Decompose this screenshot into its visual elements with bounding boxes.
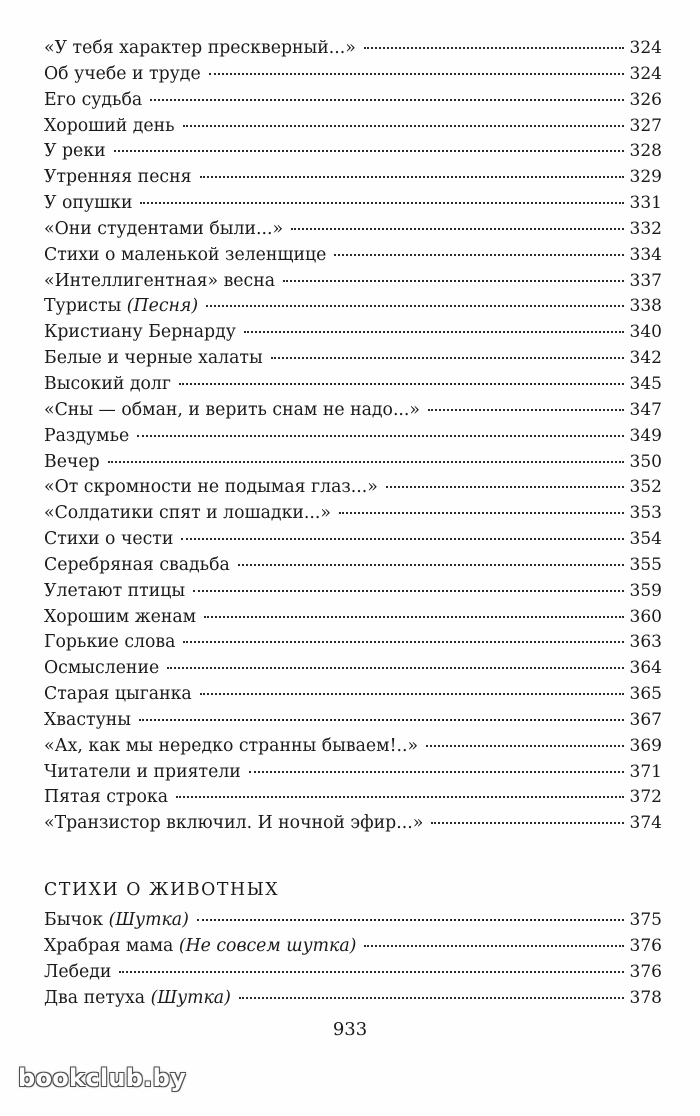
toc-entry-page: 350 [629, 451, 662, 472]
toc-entry-page: 331 [629, 193, 662, 214]
toc-entry [44, 527, 662, 553]
toc-entry-page: 359 [629, 580, 662, 601]
toc-entry-title [44, 62, 201, 88]
toc-entry-page: 376 [629, 961, 662, 982]
toc-entry-title [44, 372, 171, 398]
dot-leader [364, 945, 623, 947]
site-watermark: bookclub.by [18, 1064, 187, 1092]
toc-entry-title [44, 656, 159, 682]
toc-entry-title [44, 139, 106, 165]
toc-entry-title [44, 708, 131, 734]
dot-leader [386, 486, 624, 488]
toc-entry [44, 605, 662, 631]
dot-leader [249, 771, 624, 773]
toc-entry-title-text: Утренняя песня [44, 167, 192, 188]
toc-entry [44, 424, 662, 450]
table-of-contents [44, 36, 662, 837]
toc-entry-title [44, 501, 331, 527]
toc-entry-title [44, 960, 111, 986]
toc-entry-note: (Не совсем шутка) [178, 935, 357, 956]
dot-leader [431, 822, 623, 824]
toc-entry-title [44, 320, 236, 346]
toc-entry [44, 217, 662, 243]
toc-entry [44, 269, 662, 295]
toc-entry-title [44, 986, 231, 1012]
toc-entry-title-text: Читатели и приятели [44, 761, 241, 782]
section-table-of-contents [44, 908, 662, 1011]
toc-entry-title-text: «Транзистор включил. И ночной эфир...» [44, 813, 424, 834]
dot-leader [108, 461, 624, 463]
dot-leader [209, 73, 624, 75]
toc-entry [44, 346, 662, 372]
toc-entry-page: 367 [629, 709, 662, 730]
toc-entry-page: 360 [629, 606, 662, 627]
toc-entry-title-text: Хороший день [44, 115, 175, 136]
dot-leader [244, 331, 624, 333]
toc-entry [44, 734, 662, 760]
toc-entry-title [44, 294, 198, 320]
dot-leader [339, 512, 624, 514]
dot-leader [197, 919, 624, 921]
toc-entry-title [44, 811, 423, 837]
toc-entry-page: 340 [629, 322, 662, 343]
toc-entry-title [44, 346, 263, 372]
toc-entry-title-text: Улетают птицы [44, 580, 186, 601]
toc-entry [44, 934, 662, 960]
toc-entry [44, 630, 662, 656]
toc-entry [44, 501, 662, 527]
dot-leader [139, 719, 624, 721]
toc-entry-title [44, 88, 142, 114]
toc-entry-title [44, 450, 100, 476]
toc-entry-page: 364 [629, 658, 662, 679]
toc-entry-title-text: «Ах, как мы нередко странны бываем!..» [44, 735, 419, 756]
toc-entry [44, 475, 662, 501]
toc-entry-title-text: У опушки [44, 193, 133, 214]
toc-entry-title [44, 553, 230, 579]
toc-entry-title [44, 243, 326, 269]
dot-leader [200, 693, 624, 695]
toc-entry-page: 371 [629, 761, 662, 782]
page-number: 933 [332, 1019, 368, 1040]
toc-entry-page: 378 [629, 987, 662, 1008]
toc-entry-title [44, 934, 356, 960]
toc-entry-note: (Шутка) [150, 987, 231, 1008]
section-heading: СТИХИ О ЖИВОТНЫХ [44, 880, 280, 900]
dot-leader [200, 176, 624, 178]
toc-entry [44, 908, 662, 934]
dot-leader [283, 280, 624, 282]
toc-entry-page: 347 [629, 399, 662, 420]
toc-entry-title-text: «У тебя характер прескверный...» [44, 38, 356, 58]
toc-entry [44, 191, 662, 217]
toc-entry-title-text: Вечер [44, 451, 100, 472]
toc-entry-title [44, 36, 356, 62]
toc-entry-page: 342 [629, 348, 662, 369]
toc-entry-page: 327 [629, 115, 662, 136]
toc-entry-title [44, 114, 175, 140]
toc-entry [44, 450, 662, 476]
toc-entry [44, 656, 662, 682]
toc-entry-page: 365 [629, 684, 662, 705]
toc-entry-page: 332 [629, 218, 662, 239]
toc-entry-page: 376 [629, 935, 662, 956]
dot-leader [428, 409, 624, 411]
toc-entry-title [44, 398, 420, 424]
toc-entry-title [44, 424, 129, 450]
dot-leader [334, 254, 623, 256]
toc-entry-title [44, 785, 168, 811]
toc-entry-title-text: Осмысление [44, 658, 160, 679]
toc-entry-title [44, 165, 192, 191]
dot-leader [204, 616, 623, 618]
toc-entry-title-text: Кристиану Бернарду [44, 322, 236, 343]
toc-entry [44, 139, 662, 165]
toc-entry-title-text: Серебряная свадьба [44, 554, 230, 575]
toc-entry-title-text: «Сны — обман, и верить снам не надо...» [44, 399, 420, 420]
toc-entry-page: 326 [629, 89, 662, 110]
toc-entry-title-text: «Интеллигентная» весна [44, 270, 276, 291]
toc-entry-title-text: Два петуха [44, 987, 146, 1008]
toc-entry [44, 165, 662, 191]
toc-entry-title [44, 217, 283, 243]
toc-entry-page: 374 [629, 813, 662, 834]
toc-entry [44, 708, 662, 734]
dot-leader [150, 99, 623, 101]
toc-entry [44, 811, 662, 837]
toc-entry-title [44, 908, 189, 934]
toc-entry-title-text: Об учебе и труде [44, 63, 201, 84]
toc-entry-title-text: «Солдатики спят и лошадки...» [44, 503, 331, 524]
dot-leader [183, 641, 623, 643]
toc-entry [44, 294, 662, 320]
toc-entry-title [44, 760, 241, 786]
toc-entry-title [44, 579, 185, 605]
toc-entry-page: 355 [629, 554, 662, 575]
toc-entry-page: 363 [629, 632, 662, 653]
dot-leader [271, 357, 624, 359]
toc-entry-title-text: Горькие слова [44, 632, 176, 653]
toc-entry-title [44, 734, 418, 760]
toc-entry [44, 243, 662, 269]
toc-entry-note: (Песня) [126, 296, 199, 317]
toc-entry [44, 682, 662, 708]
toc-entry-title-text: «Они студентами были...» [44, 218, 284, 239]
toc-entry [44, 62, 662, 88]
toc-entry-title [44, 527, 173, 553]
dot-leader [181, 538, 623, 540]
toc-entry-title [44, 475, 378, 501]
dot-leader [179, 383, 624, 385]
toc-entry-title-text: Старая цыганка [44, 684, 192, 705]
dot-leader [140, 202, 623, 204]
toc-entry [44, 88, 662, 114]
dot-leader [238, 564, 624, 566]
toc-entry-title-text: У реки [44, 141, 106, 162]
toc-entry-page: 353 [629, 503, 662, 524]
dot-leader [364, 47, 624, 49]
toc-entry-page: 345 [629, 373, 662, 394]
dot-leader [176, 796, 624, 798]
toc-entry [44, 579, 662, 605]
toc-entry-title-text: Белые и черные халаты [44, 348, 263, 369]
toc-entry-title [44, 605, 196, 631]
toc-entry [44, 960, 662, 986]
toc-entry-title-text: Лебеди [44, 961, 112, 982]
dot-leader [291, 228, 623, 230]
toc-entry-title [44, 682, 192, 708]
toc-entry-title-text: Туристы [44, 296, 122, 317]
toc-entry-title-text: Хвастуны [44, 709, 132, 730]
toc-entry-page: 352 [629, 477, 662, 498]
toc-entry [44, 553, 662, 579]
toc-entry [44, 986, 662, 1012]
toc-entry-page: 372 [629, 787, 662, 808]
toc-entry-title [44, 191, 132, 217]
toc-entry-title-text: Пятая строка [44, 787, 169, 808]
toc-entry-title-text: Хорошим женам [44, 606, 197, 627]
toc-entry-title-text: Раздумье [44, 425, 130, 446]
toc-entry-page: 375 [629, 910, 662, 930]
dot-leader [206, 305, 623, 307]
toc-entry [44, 36, 662, 62]
toc-entry [44, 760, 662, 786]
toc-entry-title-text: «От скромности не подымая глаз...» [44, 477, 378, 498]
dot-leader [183, 125, 624, 127]
dot-leader [114, 150, 624, 152]
toc-entry [44, 372, 662, 398]
toc-entry-page: 354 [629, 529, 662, 550]
toc-entry-page: 324 [629, 38, 662, 58]
toc-entry-title [44, 269, 275, 295]
toc-entry-title-text: Бычок [44, 910, 104, 930]
toc-entry-title-text: Храбрая мама [44, 935, 174, 956]
toc-entry-title-text: Стихи о маленькой зеленщице [44, 244, 327, 265]
toc-entry [44, 398, 662, 424]
toc-entry-page: 349 [629, 425, 662, 446]
dot-leader [119, 971, 623, 973]
toc-entry [44, 114, 662, 140]
toc-entry-page: 338 [629, 296, 662, 317]
toc-entry-page: 369 [629, 735, 662, 756]
dot-leader [426, 745, 623, 747]
toc-entry-page: 334 [629, 244, 662, 265]
toc-entry-title-text: Высокий долг [44, 373, 171, 394]
toc-entry [44, 320, 662, 346]
toc-entry-page: 329 [629, 167, 662, 188]
toc-entry-title [44, 630, 175, 656]
dot-leader [193, 590, 623, 592]
dot-leader [137, 435, 623, 437]
toc-entry-page: 328 [629, 141, 662, 162]
toc-entry-page: 337 [629, 270, 662, 291]
dot-leader [239, 997, 624, 999]
toc-entry-title-text: Стихи о чести [44, 529, 174, 550]
toc-entry-title-text: Его судьба [44, 89, 143, 110]
toc-entry-note: (Шутка) [108, 910, 189, 930]
dot-leader [167, 667, 623, 669]
toc-entry-page: 324 [629, 63, 662, 84]
toc-entry [44, 785, 662, 811]
